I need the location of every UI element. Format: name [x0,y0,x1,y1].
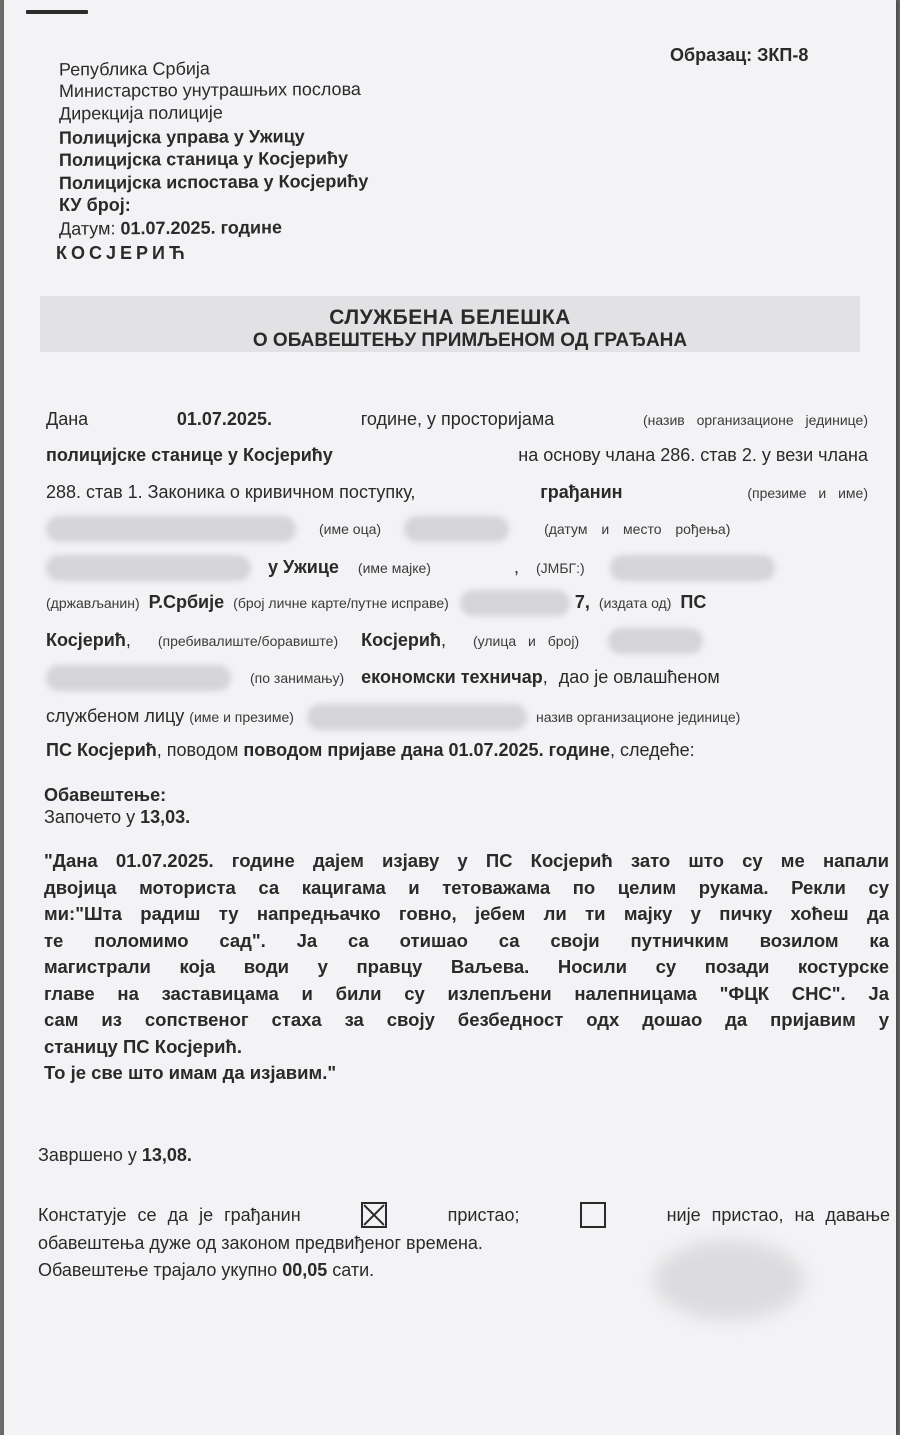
statement-line-5: магистрали која води у правцу Ваљева. Носили су позади костурске [44,956,889,977]
redacted-address-cont [46,665,231,691]
citizenship-hint: (држављанин) [46,594,140,611]
issued-by-hint: (издата од) [598,594,672,611]
statement-line-3: ми:"Шта радиш ту напредњачко говно, јебем ли ти мајку у пичку хоћеш да [44,903,889,924]
unit-name-hint: (назив организационе јединице) [643,412,868,428]
form-row-3 [46,481,868,504]
jmbg-hint: (ЈМБГ:) [536,559,585,576]
statement-line-4: те поломимо сад". Ја са отишао са своји путничким возилом ка [44,929,889,951]
form-row-10: ПС Косјерић, поводом поводом пријаве дана 01.07.2025. године, следеће: [46,740,695,760]
id-document-hint: (број личне карте/путне исправе) [233,594,449,611]
gave-to-text: дао је овлашћеном [558,666,720,687]
statement-line-9: То је све што имам да изјавим." [44,1062,337,1083]
header-city: КОСЈЕРИЋ [56,243,189,263]
not-agreed-label: није пристао, на давање [666,1205,890,1225]
duration-line [38,1259,374,1281]
id-number-fragment: 7, [574,591,590,612]
birth-date-place-hint: (датум и место рођења) [544,520,731,537]
redacted-id-number [460,590,570,616]
top-mark [26,10,88,14]
father-name-hint: (име оца) [319,520,382,537]
form-row-5 [46,555,868,581]
header-police-station: Полицијска станица у Косјерићу [58,147,349,171]
redacted-birth-info [46,555,251,581]
duration-unit: сати. [332,1260,375,1280]
date-label: Датум: [58,218,116,239]
date-value: 01.07.2025. године [120,217,283,239]
citizen-label: грађанин [540,482,623,502]
following-text: следеће: [619,740,695,760]
document-subtitle: О ОБАВЕШТЕЊУ ПРИМЉЕНОМ ОД ГРАЂАНА [252,330,688,351]
statement-date: 01.07.2025. [176,409,272,429]
official-name-hint: (име и презиме) [189,708,294,725]
duration-value: 00,05 [282,1260,328,1280]
issued-by-place: Косјерић [46,629,126,650]
form-row-6 [46,590,868,616]
official-label: службеном лицу [46,705,185,726]
legal-code: 288. став 1. Законика о кривичном поступку, [46,482,416,502]
consent-row [38,1202,890,1228]
form-row-7: Косјерић, (пребивалиште/боравиште) Косјерић, (улица и број) [46,628,868,654]
agreed-checkbox[interactable] [361,1202,387,1228]
form-row-8: (по занимању) економски техничар, дао је овлашћеном [46,665,868,691]
surname-name-hint: (презиме и име) [747,485,868,501]
residence-value: Косјерић [361,629,441,650]
redacted-official-name [307,704,527,730]
date-intro: Дана [46,409,89,429]
finished-label: Завршено у [38,1145,137,1165]
notice-label: Обавештење: [44,785,167,805]
form-row-4 [46,516,868,542]
legal-basis: на основу члана 286. став 2. у вези члана [518,445,868,465]
occupation-hint: (по занимању) [250,669,345,686]
started-label: Започето у [44,807,136,827]
official-unit: ПС Косјерић [46,740,157,760]
consent-text: Констатује се да је грађанин [38,1205,301,1225]
form-row-2 [46,444,868,466]
header-police-outpost: Полицијска испостава у Косјерићу [58,170,369,194]
finished-time [38,1144,192,1166]
issued-by-value: ПС [680,591,707,612]
statement-text [44,848,889,1087]
document-title: СЛУЖБЕНА БЕЛЕШКА [329,306,571,329]
duration-label: Обавештење трајало укупно [38,1260,278,1280]
form-row-9 [46,704,868,730]
not-agreed-checkbox[interactable] [580,1202,606,1228]
header-police-department: Полицијска управа у Ужицу [58,126,305,148]
official-unit-hint: назив организационе јединице) [535,708,741,725]
report-reference: поводом пријаве дана 01.07.2025. године [243,740,610,760]
header-ministry: Министарство унутрашњих послова [58,78,361,102]
redacted-address [608,628,703,654]
residence-hint: (пребивалиште/боравиште) [157,632,339,649]
redacted-jmbg [610,555,775,581]
redacted-father-name [404,516,509,542]
comma: , [513,556,519,577]
document-page [4,0,896,1435]
consent-line-2: обавештења дуже од законом предвиђеног времена. [38,1233,483,1253]
agreed-label: пристао; [447,1205,520,1225]
unit-name: полицијске станице у Косјерићу [46,445,333,465]
mother-name-hint: (име мајке) [357,559,431,576]
started-value: 13,03. [140,807,191,827]
regarding-text: поводом [166,740,239,760]
citizenship-value: Р.Србије [148,591,225,612]
header-directorate: Дирекција полиције [58,102,223,124]
premises-text: године, у просторијама [360,409,555,429]
statement-line-2: двојица мотористa са кацигама и тетоважама по целим рукама. Рекли су [44,876,889,898]
header-date [59,216,282,240]
birth-place: у Ужице [268,556,339,577]
statement-line-7: сам из сопственог стаха за своју безбедност одх дошао да пријавим у [44,1009,889,1030]
started-time [44,806,190,828]
finished-value: 13,08. [141,1145,192,1165]
street-number-hint: (улица и број) [473,632,580,649]
statement-line-1: "Дана 01.07.2025. године дајем изјаву у ПС Косјерић зато што су ме напали [44,850,889,871]
form-row-1 [46,408,868,431]
statement-line-6: главе на заставицама и били су излепљени налепницама "ФЦК СНС". Ја [44,982,889,1004]
occupation-value: економски техничар [361,666,543,687]
redacted-signature [654,1240,804,1320]
statement-line-8: станицу ПС Косјерић. [44,1035,242,1057]
redacted-name [46,516,296,542]
header-republic: Република Србија [58,58,210,80]
form-code: Образац: ЗКП-8 [670,45,809,65]
header-ku-number: КУ број: [59,195,131,215]
